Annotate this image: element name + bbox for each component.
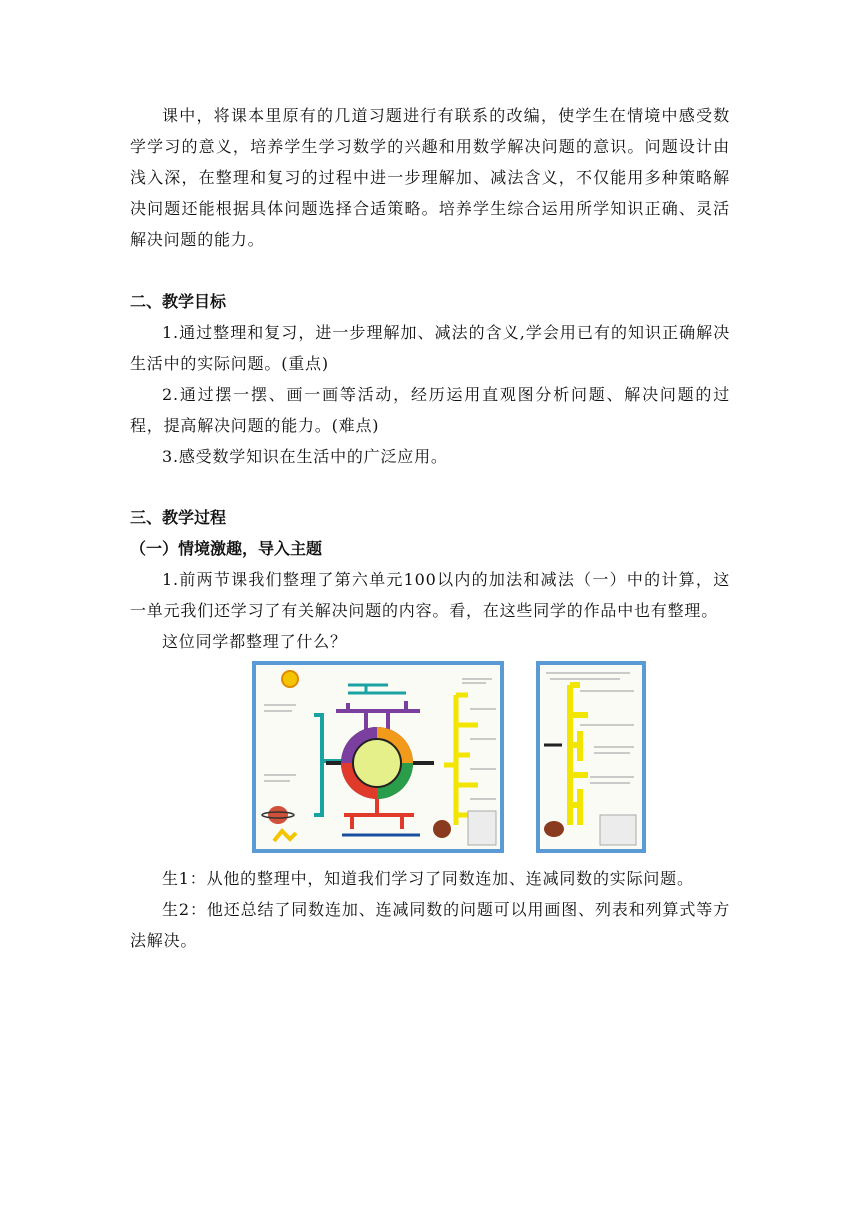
goal-item: 1.通过整理和复习，进一步理解加、减法的含义,学会用已有的知识正确解决生活中的实际问题。(重点) [130,323,730,373]
goal-item: 3.感受数学知识在生活中的广泛应用。 [162,447,448,466]
student-answer-2: 生2：他还总结了同数连加、连减同数的问题可以用画图、列表和列算式等方法解决。 [130,900,730,950]
section-heading-process: 三、教学过程 [130,508,227,527]
intro-paragraph: 课中，将课本里原有的几道习题进行有联系的改编，使学生在情境中感受数学学习的意义，培养学生学习数学的兴趣和用数学解决问题的意识。问题设计由浅入深，在整理和复习的过程中进一步理解加、减法含义，不仅能用多种策略解决问题还能根据具体问题选择合适策略。培养学生综合运用所学知识正确、灵活解决问题的能力。 [130,106,730,249]
mind-map-artwork-image [252,661,504,853]
section-heading-goals: 二、教学目标 [130,292,227,311]
student-answer-1: 生1：从他的整理中，知道我们学习了同数连加、连减同数的实际问题。 [162,869,694,888]
subsection-heading: （一）情境激趣，导入主题 [130,539,323,558]
tree-diagram-artwork-image [536,661,646,853]
goal-item: 2.通过摆一摆、画一画等活动，经历运用直观图分析问题、解决问题的过程，提高解决问题的能力。(难点) [130,385,730,435]
document-page [130,100,730,956]
process-paragraph: 1.前两节课我们整理了第六单元100以内的加法和减法（一）中的计算，这一单元我们还学习了有关解决问题的内容。看，在这些同学的作品中也有整理。 [130,570,730,620]
question-paragraph: 这位同学都整理了什么？ [162,632,347,651]
student-artwork-figure [130,661,730,857]
